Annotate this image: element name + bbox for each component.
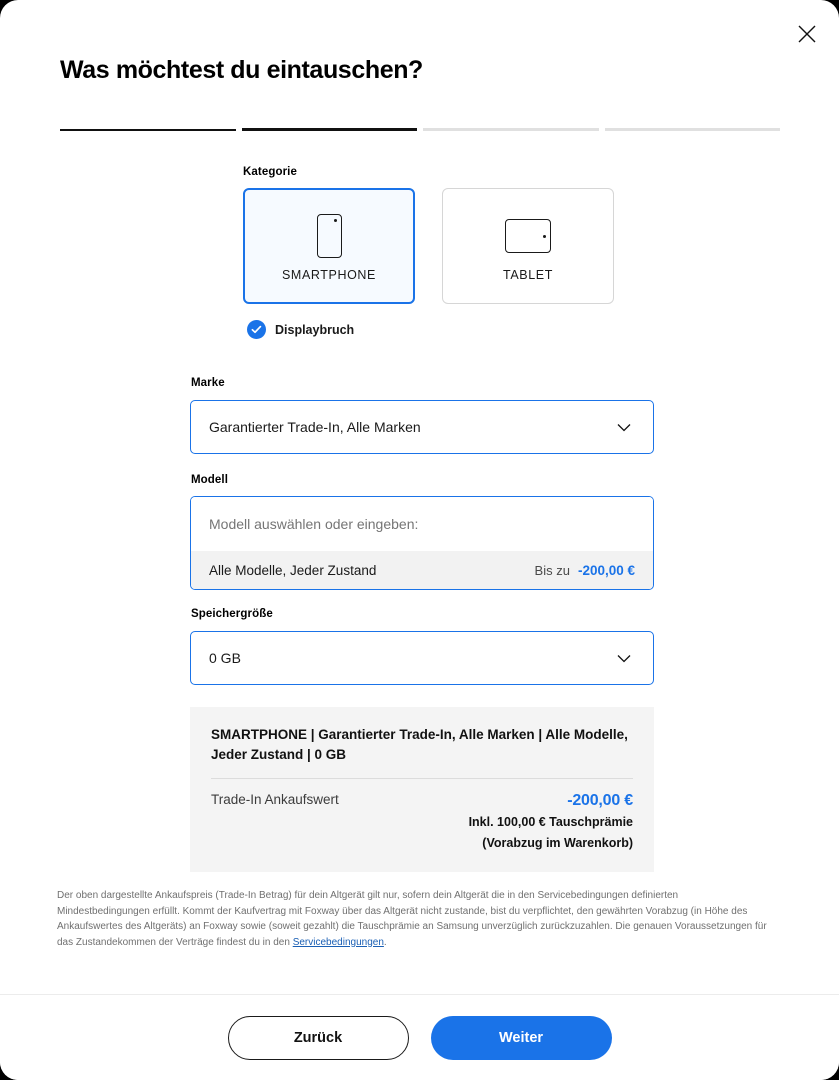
legal-text xyxy=(57,888,767,950)
summary-note-line1: Inkl. 100,00 € Tauschprämie xyxy=(468,815,633,830)
brand-select[interactable] xyxy=(190,400,654,454)
check-circle-icon xyxy=(247,320,266,339)
step-progress xyxy=(60,128,780,131)
category-option-smartphone[interactable] xyxy=(243,188,415,304)
summary-note-line2: (Vorabzug im Warenkorb) xyxy=(482,836,633,851)
model-option-upto-label: Bis zu xyxy=(534,562,570,578)
step-indicator-2 xyxy=(242,128,418,131)
summary-panel xyxy=(190,707,654,872)
smartphone-icon xyxy=(317,210,342,262)
summary-row xyxy=(211,792,633,852)
summary-price: -200,00 € xyxy=(567,792,633,810)
brand-label: Marke xyxy=(191,377,225,389)
summary-divider xyxy=(211,778,633,779)
model-input[interactable] xyxy=(191,497,653,551)
next-button[interactable]: Weiter xyxy=(431,1016,612,1060)
page-title: Was möchtest du eintauschen? xyxy=(60,56,423,84)
summary-title: SMARTPHONE | Garantierter Trade-In, Alle Marken | Alle Modelle, Jeder Zustand | 0 GB xyxy=(211,727,628,762)
step-indicator-4 xyxy=(605,128,781,131)
model-option-name: Alle Modelle, Jeder Zustand xyxy=(209,562,377,578)
step-indicator-1 xyxy=(60,129,236,131)
category-option-label: SMARTPHONE xyxy=(282,268,376,282)
model-combobox xyxy=(190,496,654,590)
model-label: Modell xyxy=(191,474,229,486)
dialog-footer xyxy=(0,994,839,1080)
category-options xyxy=(243,188,614,304)
legal-body: Der oben dargestellte Ankaufspreis (Trade-In Betrag) für dein Altgerät gilt nur, sofern dein Altgerät die in den Servicebedingungen definierten Mindestbedingungen erfüllt. Kommt der Kaufvertrag mit Foxway über das Altgerät nicht zustande, bist du verpflichtet, den gewährten Vorabzug (in Höhe des Ankaufswertes des Altgeräts) an Foxway sowie (soweit gezahlt) die Tauschprämie an Samsung unverzüglich zurückzuzahlen. Die genauen Voraussetzungen für das Zustandekommen der Verträge findest du in den xyxy=(57,890,767,948)
category-label: Kategorie xyxy=(243,166,297,178)
category-option-label: TABLET xyxy=(503,268,553,282)
model-option-price: -200,00 € xyxy=(577,562,635,578)
summary-values xyxy=(469,792,633,852)
step-indicator-3 xyxy=(423,128,599,131)
tablet-icon xyxy=(505,210,551,262)
service-terms-link[interactable]: Servicebedingungen xyxy=(292,936,384,948)
display-break-label: Displaybruch xyxy=(275,322,355,337)
legal-body-after: . xyxy=(383,936,387,948)
summary-row-label: Trade-In Ankaufswert xyxy=(211,792,339,808)
category-option-tablet[interactable] xyxy=(442,188,614,304)
model-option-item[interactable] xyxy=(191,551,653,589)
storage-selected-value: 0 GB xyxy=(209,650,241,666)
display-break-checkbox[interactable] xyxy=(247,320,354,339)
chevron-down-icon xyxy=(613,416,635,438)
back-button[interactable]: Zurück xyxy=(228,1016,409,1060)
chevron-down-icon xyxy=(613,647,635,669)
brand-selected-value: Garantierter Trade-In, Alle Marken xyxy=(209,419,421,435)
close-icon[interactable] xyxy=(792,19,822,49)
storage-label: Speichergröße xyxy=(191,608,273,620)
storage-select[interactable] xyxy=(190,631,654,685)
